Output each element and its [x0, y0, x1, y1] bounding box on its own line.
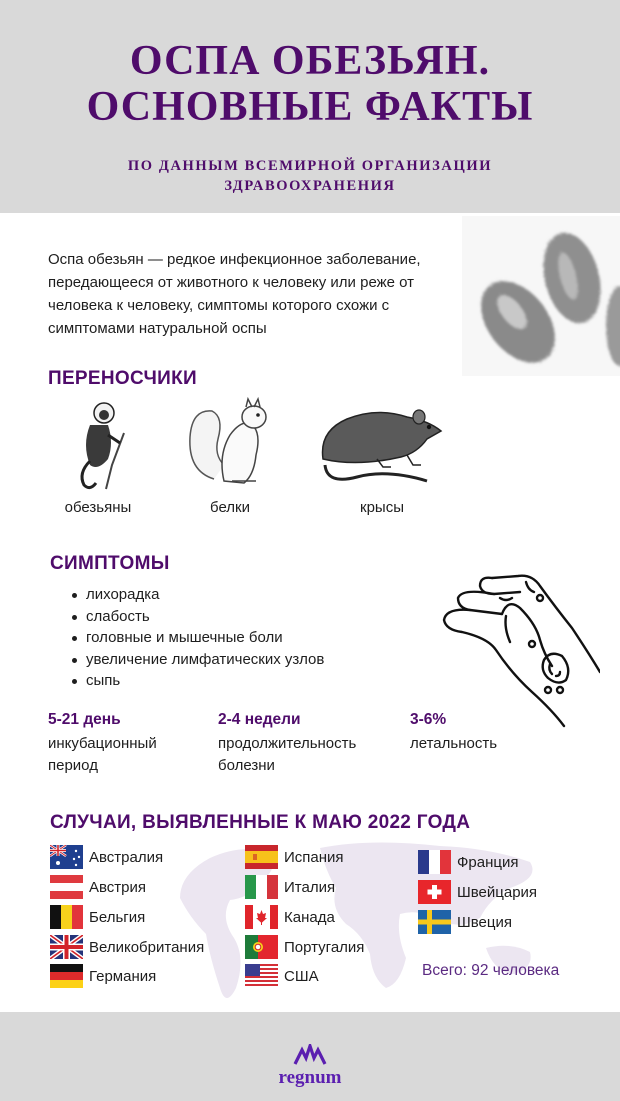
- carrier-label: белки: [210, 499, 250, 516]
- country-name: Австрия: [89, 878, 147, 896]
- rash-hand-icon: [440, 568, 600, 728]
- flag-australia-icon: [50, 845, 83, 869]
- country-belgium: [50, 905, 145, 929]
- flag-sweden-icon: [418, 910, 451, 934]
- flag-france-icon: [418, 850, 451, 874]
- country-sweden: [418, 910, 512, 934]
- country-name: Италия: [284, 878, 336, 896]
- country-name: Франция: [457, 853, 519, 871]
- carriers-title: ПЕРЕНОСЧИКИ: [48, 368, 197, 389]
- subtitle-line-2: ЗДРАВООХРАНЕНИЯ: [224, 178, 396, 194]
- virus-micrograph-image: [462, 216, 620, 376]
- carrier-monkey: [58, 395, 138, 516]
- country-name: Канада: [284, 908, 335, 926]
- stat-incubation: [48, 710, 157, 777]
- country-usa: [245, 964, 319, 988]
- flag-belgium-icon: [50, 905, 83, 929]
- stat-description: [48, 733, 157, 777]
- stat-value: 3-6%: [410, 711, 447, 728]
- country-name: Германия: [89, 967, 157, 985]
- flag-spain-icon: [245, 845, 278, 869]
- symptom-item: головные и мышечные боли: [72, 627, 324, 649]
- flag-austria-icon: [50, 875, 83, 899]
- symptom-item: лихорадка: [72, 584, 324, 606]
- regnum-logo-text: regnum: [278, 1067, 342, 1088]
- page-subtitle: [0, 156, 620, 196]
- country-name: Швейцария: [457, 883, 538, 901]
- stat-desc-line: продолжительность: [218, 735, 357, 752]
- header-band: [0, 0, 620, 213]
- country-australia: [50, 845, 163, 869]
- regnum-logo-icon: [293, 1044, 327, 1066]
- flag-canada-icon: [245, 905, 278, 929]
- symptom-item: увеличение лимфатических узлов: [72, 649, 324, 671]
- flag-germany-icon: [50, 964, 83, 988]
- stat-value: 2-4 недели: [218, 711, 301, 728]
- squirrel-icon: [184, 395, 276, 491]
- country-france: [418, 850, 518, 874]
- country-austria: [50, 875, 146, 899]
- country-uk: [50, 935, 204, 959]
- carrier-rat: [316, 395, 448, 516]
- country-name: Австралия: [89, 848, 164, 866]
- stat-desc-line: болезни: [218, 757, 275, 774]
- page-title: [0, 0, 620, 130]
- country-canada: [245, 905, 335, 929]
- subtitle-line-1: ПО ДАННЫМ ВСЕМИРНОЙ ОРГАНИЗАЦИИ: [127, 158, 493, 174]
- symptoms-title: СИМПТОМЫ: [50, 553, 170, 574]
- carrier-label: обезьяны: [64, 499, 132, 516]
- country-name: Испания: [284, 848, 344, 866]
- country-name: Великобритания: [89, 938, 205, 956]
- world-map-background: [150, 838, 620, 1008]
- carrier-squirrel: [180, 395, 280, 516]
- country-germany: [50, 964, 156, 988]
- flag-usa-icon: [245, 964, 278, 988]
- country-portugal: [245, 935, 364, 959]
- flag-switzerland-icon: [418, 880, 451, 904]
- stat-description: [218, 733, 356, 777]
- symptom-item: сыпь: [72, 670, 324, 692]
- stat-duration: [218, 710, 356, 777]
- stat-description: [410, 733, 497, 755]
- country-italy: [245, 875, 335, 899]
- stat-desc-line: летальность: [410, 735, 498, 752]
- symptom-item: слабость: [72, 606, 324, 628]
- carrier-label: крысы: [360, 499, 404, 516]
- title-line-1: ОСПА ОБЕЗЬЯН.: [129, 38, 491, 84]
- country-name: США: [284, 967, 319, 985]
- country-name: Бельгия: [89, 908, 146, 926]
- country-switzerland: [418, 880, 537, 904]
- footer-band: [0, 1012, 620, 1101]
- flag-uk-icon: [50, 935, 83, 959]
- cases-title: СЛУЧАИ, ВЫЯВЛЕННЫЕ К МАЮ 2022 ГОДА: [50, 812, 471, 833]
- stat-desc-line: период: [48, 757, 98, 774]
- monkey-icon: [68, 395, 128, 491]
- symptoms-list: [72, 584, 324, 692]
- stat-desc-line: инкубационный: [48, 735, 157, 752]
- total-cases: Всего: 92 человека: [422, 962, 560, 979]
- stat-lethality: [410, 710, 497, 755]
- flag-portugal-icon: [245, 935, 278, 959]
- country-name: Португалия: [284, 938, 365, 956]
- rat-icon: [317, 395, 447, 491]
- title-line-2: ОСНОВНЫЕ ФАКТЫ: [86, 84, 534, 130]
- country-spain: [245, 845, 344, 869]
- stat-value: 5-21 день: [48, 711, 121, 728]
- intro-text: Оспа обезьян — редкое инфекционное заболевание, передающееся от животного к человеку или реже от человека к человеку, симптомы которого схожи с симптомами натуральной оспы: [48, 251, 421, 337]
- flag-italy-icon: [245, 875, 278, 899]
- country-name: Швеция: [457, 913, 512, 931]
